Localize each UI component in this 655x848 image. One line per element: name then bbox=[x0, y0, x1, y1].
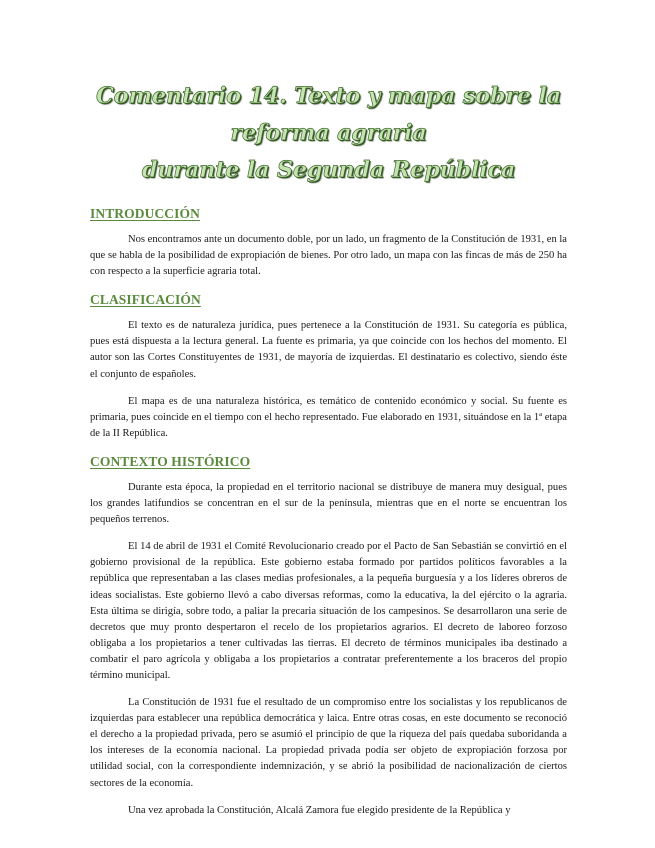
section-heading: CONTEXTO HISTÓRICO bbox=[90, 453, 251, 469]
title-line-1: Comentario 14. Texto y mapa sobre la reforma agraria bbox=[96, 83, 561, 146]
paragraph: Durante esta época, la propiedad en el territorio nacional se distribuye de manera muy desigual, pues los grandes latifundios se concentran en el sur de la península, mientras que en el norte se encuentran los pequeños terrenos. bbox=[90, 481, 567, 526]
paragraph: Una vez aprobada la Constitución, Alcalá Zamora fue elegido presidente de la República y bbox=[128, 804, 511, 816]
section-introduccion bbox=[90, 205, 567, 280]
paragraph: El mapa es de una naturaleza histórica, es temático de contenido económico y social. Su fuente es primaria, pues coincide en el tiempo con el hecho representado. Fue elaborado en 1931, situándose en la 1ª etapa de la II República. bbox=[90, 395, 567, 439]
section-heading: CLASIFICACIÓN bbox=[90, 292, 201, 308]
title-line-2: durante la Segunda República bbox=[141, 157, 516, 183]
section-heading: INTRODUCCIÓN bbox=[90, 206, 200, 221]
paragraph: Nos encontramos ante un documento doble, por un lado, un fragmento de la Constitución de 1931, en la que se habla de la posibilidad de expropiación de bienes. Por otro lado, un mapa con las fincas de más de 250 ha con respecto a la superficie agraria total. bbox=[90, 234, 567, 278]
paragraph: El 14 de abril de 1931 el Comité Revolucionario creado por el Pacto de San Sebastián se convirtió en el gobierno provisional de la república. Este gobierno estaba formado por partidos políticos favorables a la república que representaban a las clases medias profesionales, a la pequeña burguesía y a los líderes obreros de ideas socialistas. Este gobierno llevó a cabo diversas reformas, como la educativa, la del ejército o la agraria. Esta última se dirigía, sobre todo, a paliar la precaria situación de los campesinos. Se desarrollaron una serie de decretos que muy pronto despertaron el recelo de los propietarios agrarios. El decreto de laboreo forzoso obligaba a los propietarios a tener cultivadas las tierras. El decreto de términos municipales iba destinado a combatir el paro agrícola y obligaba a los propietarios a contratar preferentemente a los braceros del propio término municipal. bbox=[90, 541, 567, 681]
paragraph: La Constitución de 1931 fue el resultado de un compromiso entre los socialistas y los republicanos de izquierdas para establecer una república democrática y laica. Entre otras cosas, en este documento se reconoció el derecho a la propiedad privada, pero se asumió el principio de que la riqueza del país quedaba suboridanda a los intereses de la economía nacional. La propiedad privada podía ser objeto de expropiación forzosa por utilidad social, con la correspondiente indemnización, y se abrió la posibilidad de nacionalización de ciertos sectores de la economía. bbox=[90, 697, 567, 789]
paragraph: El texto es de naturaleza jurídica, pues pertenece a la Constitución de 1931. Su categoría es pública, pues está dispuesta a la lectura general. La fuente es primaria, ya que coincide con los hechos del momento. El autor son las Cortes Constituyentes de 1931, de mayoría de izquierdas. El destinatario es colectivo, siendo éste el conjunto de españoles. bbox=[90, 320, 567, 380]
section-contexto-historico bbox=[90, 453, 567, 819]
section-clasificacion bbox=[90, 291, 567, 442]
document-title bbox=[90, 78, 567, 189]
